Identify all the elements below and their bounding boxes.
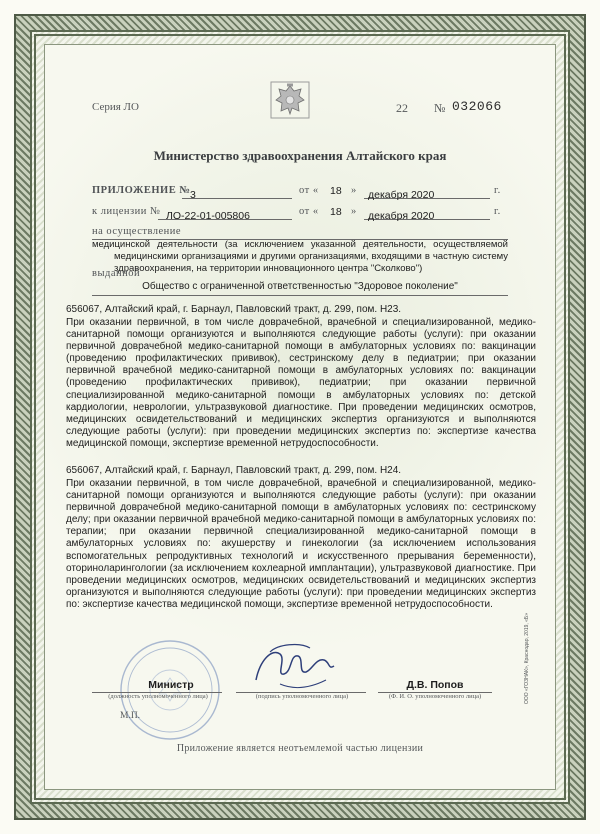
address-1: 656067, Алтайский край, г. Барнаул, Павловский тракт, д. 299, пом. Н23. xyxy=(66,304,402,315)
appendix-field xyxy=(182,185,292,199)
license-day: 18 xyxy=(330,206,342,218)
appendix-month-year: декабря 2020 xyxy=(368,189,435,201)
license-number: ЛО-22-01-005806 xyxy=(166,210,250,222)
signatory-name: Д.В. Попов xyxy=(406,679,464,691)
issued-label: выданной xyxy=(92,268,141,279)
implementation-label: на осуществление xyxy=(92,226,182,237)
name-caption: (Ф. И. О. уполномоченного лица) xyxy=(388,693,482,700)
license-from: от « xyxy=(299,206,319,217)
signature-caption: (подпись уполномоченного лица) xyxy=(255,693,349,700)
appendix-from: от « xyxy=(299,185,319,196)
appendix-day: 18 xyxy=(330,185,342,197)
form-number: 032066 xyxy=(452,99,502,114)
number-sign: № xyxy=(434,101,446,115)
license-date-field xyxy=(364,206,490,220)
appendix-g: г. xyxy=(494,185,501,196)
printer-mark: ООО «ГОЗНАК», Краснодар, 2019, «Б» xyxy=(524,613,530,704)
coat-of-arms-icon xyxy=(268,80,312,120)
seal-place-label: М.П. xyxy=(120,711,141,721)
license-field xyxy=(158,206,292,220)
ministry-title: Министерство здравоохранения Алтайского края xyxy=(153,148,447,163)
appendix-date-field xyxy=(364,185,490,199)
license-g: г. xyxy=(494,206,501,217)
services-block-1: При оказании первичной, в том числе доврачебной, врачебной и специализированной, медико-санитарной помощи организуются и выполняются следующие работы (услуги): при оказании первичной доврачебной медико-санитарной помощи в амбулаторных условиях по: вакцинации (проведению профилактических прививок), сестринскому делу в педиатрии; при оказании первичной врачебной медико-санитарной помощи в амбулаторных условиях по: вакцинации (проведению профилактических прививок), педиатрии; при оказании первичной специализированной медико-санитарной помощи в амбулаторных условиях по: детской кардиологии, неврологии, ультразвуковой диагностике. При проведении медицинских осмотров, медицинских освидетельствований и медицинских экспертиз организуются и выполняются следующие работы (услуги): при проведении медицинских экспертиз по: экспертизе качества медицинской помощи, экспертизе временной нетрудоспособности. xyxy=(66,317,536,449)
signatory-position: Министр xyxy=(148,679,194,691)
address-2: 656067, Алтайский край, г. Барнаул, Павловский тракт, д. 299, пом. Н24. xyxy=(66,465,402,476)
appendix-number: 3 xyxy=(190,189,196,201)
underline-2 xyxy=(92,295,508,296)
license-quote: » xyxy=(351,206,357,217)
appendix-quote: » xyxy=(351,185,357,196)
region-code: 22 xyxy=(396,101,408,115)
organization-name: Общество с ограниченной ответственностью "Здоровое поколение" xyxy=(142,281,458,292)
handwritten-signature xyxy=(250,640,340,695)
position-caption: (должность уполномоченного лица) xyxy=(108,693,208,700)
appendix-label: ПРИЛОЖЕНИЕ № xyxy=(92,185,191,196)
services-block-2: При оказании первичной, в том числе доврачебной, врачебной и специализированной, медико-санитарной помощи организуются и выполняются следующие работы (услуги): при оказании первичной доврачебной медико-санитарной помощи в амбулаторных условиях по: сестринскому делу; при оказании первичной врачебной медико-санитарной помощи в амбулаторных условиях по: терапии; при оказании первичной специализированной медико-санитарной помощи в амбулаторных условиях по: акушерству и гинекологии (за исключением использования вспомогательных репродуктивных технологий и искусственного прерывания беременности), оториноларингологии (за исключением кохлеарной имплантации), ультразвуковой диагностике. При проведении медицинских осмотров, медицинских освидетельствований и медицинских экспертиз организуются и выполняются следующие работы (услуги): при проведении медицинских экспертиз по: экспертизе качества медицинской помощи, экспертизе временной нетрудоспособности. xyxy=(66,478,536,610)
license-label: к лицензии № xyxy=(92,206,161,217)
series-label: Серия ЛО xyxy=(92,101,139,113)
activity-text: медицинской деятельности (за исключением указанной деятельности, осуществляемой медицинскими организациями и другими организациями, входящими в частную систему здравоохранения, на территории инновационного центра "Сколково") xyxy=(92,239,508,274)
license-month-year: декабря 2020 xyxy=(368,210,435,222)
footer-note: Приложение является неотъемлемой частью лицензии xyxy=(176,743,424,754)
